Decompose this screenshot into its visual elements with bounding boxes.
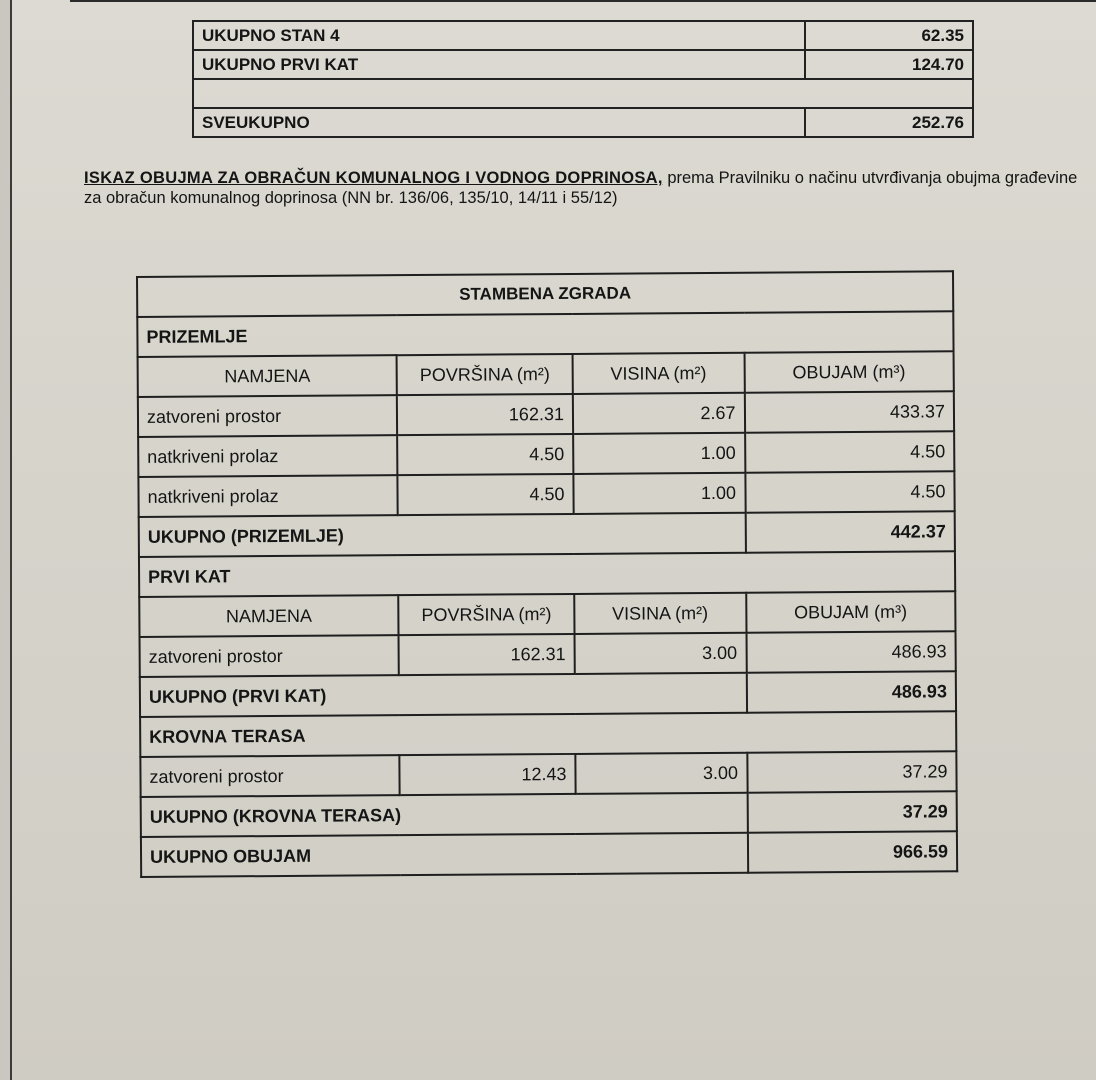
volume-table [136,270,958,878]
cell-visina: 1.00 [573,473,745,514]
column-header: POVRŠINA (m²) [397,354,573,395]
cell-visina: 3.00 [575,753,747,794]
cell-povrsina: 162.31 [397,394,573,435]
summary-value: 252.76 [805,108,973,137]
column-header: OBUJAM (m³) [744,351,954,392]
cell-povrsina: 4.50 [398,474,574,515]
section-heading [84,168,1082,208]
table-row [140,751,956,797]
total-label: UKUPNO (KROVNA TERASA) [141,793,748,837]
summary-value: 124.70 [805,50,973,79]
column-header: OBUJAM (m³) [746,591,956,632]
summary-value: 62.35 [805,21,973,50]
summary-table [192,20,974,138]
grand-total-label: UKUPNO OBUJAM [141,833,748,877]
document-page [10,0,1096,1080]
cell-namjena: zatvoreni prostor [140,635,400,677]
total-row [140,671,956,717]
summary-empty-cell [193,79,973,108]
summary-row [193,108,973,137]
column-header: NAMJENA [138,355,398,397]
column-header: VISINA (m²) [574,593,746,634]
heading-text: prema Pravilniku o načinu utvrđivanja obujma građevine za obračun komunalnog doprinosa (NN br. 136/06, 135/10, 14/11 i 55/12) [84,169,1078,207]
cell-namjena: zatvoreni prostor [140,755,400,797]
summary-label: UKUPNO STAN 4 [193,21,805,50]
column-header: POVRŠINA (m²) [399,594,575,635]
column-header: VISINA (m²) [573,353,745,394]
top-rule [70,0,1096,2]
cell-povrsina: 162.31 [399,634,575,675]
section-name: KROVNA TERASA [140,711,956,757]
cell-obujam: 486.93 [746,631,956,672]
grand-total-value: 966.59 [747,831,957,872]
cell-povrsina: 4.50 [397,434,573,475]
total-row [141,791,957,837]
summary-label: SVEUKUPNO [193,108,805,137]
column-header-row [139,591,955,637]
total-row [139,511,955,557]
total-value: 37.29 [747,791,957,832]
cell-namjena: natkriveni prolaz [138,475,398,517]
total-value: 486.93 [746,671,956,712]
table-row [140,631,956,677]
cell-obujam: 4.50 [745,431,955,472]
total-label: UKUPNO (PRIZEMLJE) [139,513,746,557]
total-value: 442.37 [745,511,955,552]
cell-povrsina: 12.43 [400,754,576,795]
summary-row [193,50,973,79]
grand-total-row [141,831,957,877]
summary-label: UKUPNO PRVI KAT [193,50,805,79]
cell-obujam: 37.29 [747,751,957,792]
column-header-row [138,351,954,397]
heading-title: ISKAZ OBUJMA ZA OBRAČUN KOMUNALNOG I VODNOG DOPRINOSA, [84,169,663,187]
table-row [138,471,954,517]
cell-namjena: zatvoreni prostor [138,395,398,437]
cell-visina: 3.00 [574,633,746,674]
summary-row-empty [193,79,973,108]
summary-row [193,21,973,50]
section-name: PRVI KAT [139,551,955,597]
cell-obujam: 433.37 [744,391,954,432]
cell-visina: 1.00 [573,433,745,474]
column-header: NAMJENA [139,595,399,637]
table-row [138,391,954,437]
total-label: UKUPNO (PRVI KAT) [140,673,747,717]
cell-obujam: 4.50 [745,471,955,512]
section-name: PRIZEMLJE [137,311,953,357]
table-row [138,431,954,477]
cell-namjena: natkriveni prolaz [138,435,398,477]
table-title: STAMBENA ZGRADA [137,271,953,317]
cell-visina: 2.67 [573,393,745,434]
